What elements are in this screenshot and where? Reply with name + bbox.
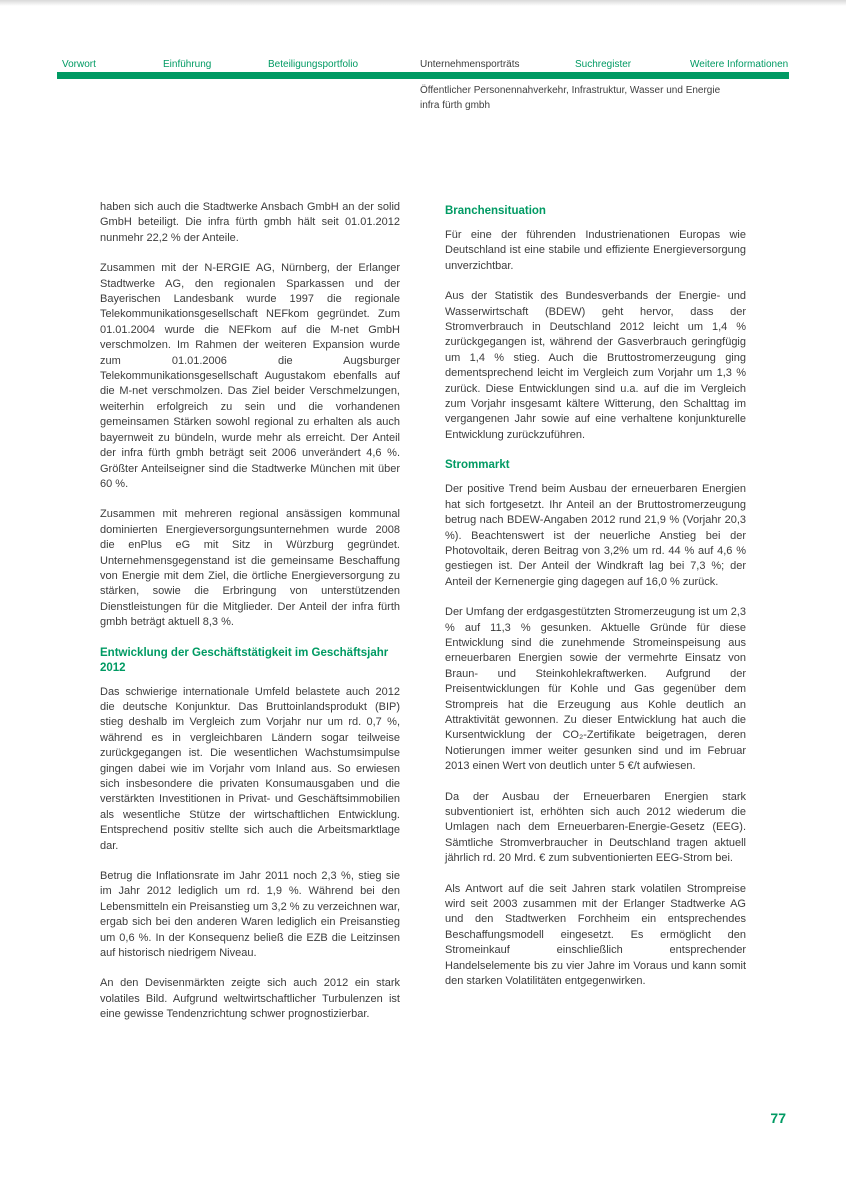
- paragraph: Betrug die Inflationsrate im Jahr 2011 noch 2,3 %, stieg sie im Jahr 2012 lediglich um rd. 1,9 %. Während bei den Lebensmitteln ein Preisanstieg um 3,2 % zu verzeichnen war, ergab sich bei den anderen Waren lediglich ein Preisanstieg um 0,6 %. In der Konsequenz beließ die EZB die Leitzinsen auf historisch niedrigem Niveau.: [100, 870, 400, 960]
- paragraph: Aus der Statistik des Bundesverbands der Energie- und Wasserwirtschaft (BDEW) geht hervor, dass der Stromverbrauch in Deutschland 2012 leicht um 1,4 % zurückgegangen ist, während der Gasverbrauch geringfügig um 1,4 % stieg. Auch die Bruttostromerzeugung ging dementsprechend leicht im Vergleich zum Vorjahr um 1,3 % zurück. Diese Entwicklungen sind u.a. auf die im Vergleich zum Vorjahr insgesamt kältere Witterung, den Schalttag im vergangenen Jahr sowie auf eine verhaltene konjunkturelle Entwicklung zurückzuführen.: [445, 290, 746, 441]
- breadcrumb: [420, 83, 720, 113]
- right-column: [445, 200, 746, 1004]
- nav-item-suchregister[interactable]: Suchregister: [575, 59, 632, 70]
- paragraph: An den Devisenmärkten zeigte sich auch 2012 ein stark volatiles Bild. Aufgrund weltwirtschaftlicher Turbulenzen ist eine gewisse Tendenzrichtung schwer prognostizierbar.: [100, 977, 400, 1021]
- nav-item-weitere-informationen[interactable]: Weitere Informationen: [690, 59, 789, 70]
- page-edge-shade: [0, 0, 846, 6]
- nav-item-vorwort[interactable]: Vorwort: [62, 59, 96, 70]
- nav-item-beteiligungsportfolio[interactable]: Beteiligungsportfolio: [268, 59, 359, 70]
- section-heading-geschaeftstaetigkeit: Entwicklung der Geschäftstätigkeit im Geschäftsjahr 2012: [100, 646, 389, 674]
- breadcrumb-company: infra fürth gmbh: [420, 100, 491, 111]
- paragraph: Der Umfang der erdgasgestützten Stromerzeugung ist um 2,3 % auf 11,3 % gesunken. Aktuelle Gründe für diese Entwicklung sind die zunehmende Stromeinspeisung aus erneuerbaren Energien sowie der vermehrte Einsatz von Braun- und Steinkohlekraftwerken. Aufgrund der Preisentwicklungen für Kohle und Gas gegenüber dem Strompreis hat die Erzeugung aus Kohle deutlich an Attraktivität gewonnen. Zu dieser Entwicklung hat auch die Kursentwicklung der CO₂-Zertifikate beigetragen, deren Notierungen immer weiter gesunken sind und im Februar 2013 einen Wert von deutlich unter 5 €/t aufwiesen.: [445, 606, 746, 773]
- section-heading-branchensituation: Branchensituation: [445, 205, 546, 217]
- breadcrumb-section: Öffentlicher Personennahverkehr, Infrastruktur, Wasser und Energie: [420, 85, 721, 96]
- left-column: [100, 200, 400, 1038]
- paragraph: Für eine der führenden Industrienationen Europas wie Deutschland ist eine stabile und effiziente Energieversorgung unverzichtbar.: [445, 229, 746, 272]
- paragraph: haben sich auch die Stadtwerke Ansbach GmbH an der solid GmbH beteiligt. Die infra fürth gmbh hält seit 01.01.2012 nunmehr 22,2 % der Anteile.: [100, 201, 400, 244]
- section-heading-strommarkt: Strommarkt: [445, 459, 510, 472]
- header-green-rule: [57, 72, 789, 79]
- paragraph: Zusammen mit mehreren regional ansässigen kommunal dominierten Energieversorgungsunternehmen wurde 2008 die enPlus eG mit Sitz in Würzburg gegründet. Unternehmensgegenstand ist die gemeinsame Beschaffung von Energie mit dem Ziel, die örtliche Energieversorgung zu stärken, sowie die Erbringung von unterstützenden Dienstleistungen für die Mitglieder. Der Anteil der infra fürth gmbh beträgt aktuell 8,3 %.: [100, 508, 400, 629]
- paragraph: Als Antwort auf die seit Jahren stark volatilen Strompreise wird seit 2003 zusammen mit der Erlanger Stadtwerke AG und den Stadtwerken Forchheim ein entsprechendes Beschaffungsmodell eingesetzt. Es ermöglicht den Stromeinkauf einschließlich entsprechender Handelselemente bis zu vier Jahre im Voraus und kann somit den starken Volatilitäten entgegenwirken.: [445, 882, 746, 988]
- paragraph: Zusammen mit der N-ERGIE AG, Nürnberg, der Erlanger Stadtwerke AG, den regionalen Sparkassen und der Bayerischen Landesbank wurde 1997 die regionale Telekommunikationsgesellschaft NEFkom gegründet. Zum 01.01.2004 wurde die NEFkom auf die M-net GmbH verschmolzen. Im Rahmen der weiteren Expansion wurde zum 01.01.2006 die Augsburger Telekommunikationsgesellschaft Augustakom ebenfalls auf die M-net verschmolzen. Das Ziel beider Verschmelzungen, weiterhin erfolgreich zu sein und die vorhandenen gemeinsamen Stärken sowohl regional zu erhalten als auch bayernweit zu bündeln, wurde mehr als erreicht. Der Anteil der infra fürth gmbh beträgt seit 2006 unverändert 4,6 %. Größter Anteilseigner sind die Stadtwerke München mit über 60 %.: [100, 262, 400, 490]
- page-number: 77: [770, 1110, 786, 1126]
- nav-item-einfuehrung[interactable]: Einführung: [163, 59, 212, 70]
- paragraph: Da der Ausbau der Erneuerbaren Energien stark subventioniert ist, erhöhten sich auch 2012 wiederum die Umlagen nach dem Erneuerbaren-Energie-Gesetz (EEG). Sämtliche Stromverbraucher in Deutschland tragen aktuell jährlich rd. 20 Mrd. € zum subventionierten EEG-Strom bei.: [445, 790, 746, 865]
- paragraph: Der positive Trend beim Ausbau der erneuerbaren Energien hat sich fortgesetzt. Ihr Anteil an der Bruttostromerzeugung betrug nach BDEW-Angaben 2012 rund 21,9 % (Vorjahr 20,3 %). Beachtenswert ist der neuerliche Anstieg bei der Photovoltaik, deren Beitrag von 3,2% um rd. 44 % auf 4,6 % gestiegen ist. Der Anteil der Windkraft lag bei 7,3 %; der Anteil der Kernenergie ging dagegen auf 16,0 % zurück.: [445, 483, 746, 588]
- nav-item-unternehmensportraets[interactable]: Unternehmensporträts: [420, 59, 520, 70]
- paragraph: Das schwierige internationale Umfeld belastete auch 2012 die deutsche Konjunktur. Das Bruttoinlandsprodukt (BIP) stieg deshalb im Vergleich zum Vorjahr nur um rd. 0,7 %, während es in vergleichbaren Ländern sogar teilweise zurückgegangen ist. Die wesentlichen Wachstumsimpulse gingen dabei wie im Vorjahr vom Inland aus. So erwiesen sich insbesondere die privaten Konsumausgaben und die verstärkten Investitionen in Privat- und Geschäftsimmobilien als wesentliche Stütze der wirtschaftlichen Entwicklung. Entsprechend positiv stellte sich auch die Arbeitsmarktlage dar.: [100, 685, 400, 852]
